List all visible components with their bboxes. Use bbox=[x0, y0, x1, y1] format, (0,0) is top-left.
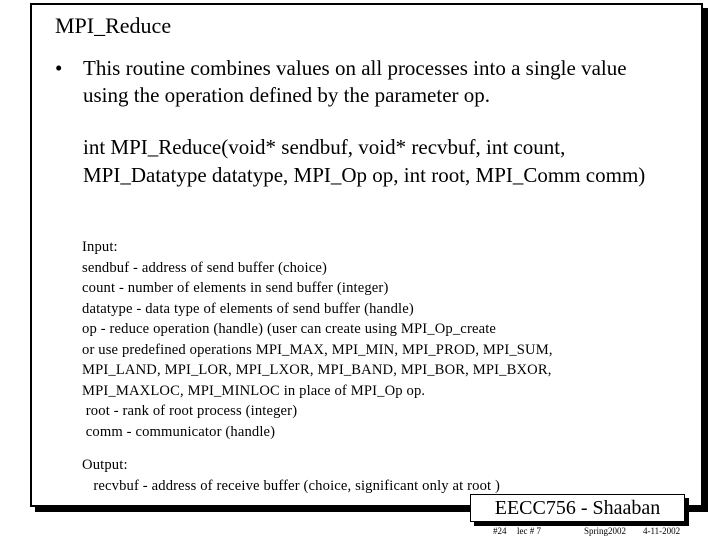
output-heading: Output: bbox=[82, 457, 128, 473]
function-signature: int MPI_Reduce(void* sendbuf, void* recvbuf, int count, MPI_Datatype datatype, MPI_Op op, int root, MPI_Comm comm) bbox=[83, 135, 646, 187]
param-line: sendbuf - address of send buffer (choice) bbox=[82, 259, 327, 276]
param-line: root - rank of root process (integer) bbox=[82, 403, 298, 419]
param-line: op - reduce operation (handle) (user can create using MPI_Op_create bbox=[82, 321, 497, 337]
slide-title: MPI_Reduce bbox=[55, 13, 172, 38]
bullet-text: This routine combines values on all processes into a single value using the operation defined by the parameter op. bbox=[83, 56, 627, 107]
input-heading: Input: bbox=[82, 239, 118, 255]
param-line: MPI_LAND, MPI_LOR, MPI_LXOR, MPI_BAND, MPI_BOR, MPI_BXOR, bbox=[82, 362, 552, 378]
param-line: recvbuf - address of receive buffer (choice, significant only at root ) bbox=[82, 477, 501, 494]
course-badge: EECC756 - Shaaban bbox=[470, 494, 685, 522]
param-line: count - number of elements in send buffer (integer) bbox=[82, 280, 389, 296]
footer-date: 4-11-2002 bbox=[643, 526, 681, 536]
footer-slide-number: #24 bbox=[493, 526, 507, 536]
footer-term: Spring2002 bbox=[584, 526, 627, 536]
param-line: MPI_MAXLOC, MPI_MINLOC in place of MPI_Op op. bbox=[82, 382, 426, 399]
param-line: or use predefined operations MPI_MAX, MPI_MIN, MPI_PROD, MPI_SUM, bbox=[82, 341, 553, 358]
param-line: comm - communicator (handle) bbox=[82, 423, 276, 440]
param-line: datatype - data type of elements of send buffer (handle) bbox=[82, 300, 414, 317]
input-params-block bbox=[82, 237, 692, 442]
footer-lecture: lec # 7 bbox=[517, 526, 541, 536]
output-params-block bbox=[82, 455, 692, 496]
bullet-icon: • bbox=[55, 56, 63, 80]
